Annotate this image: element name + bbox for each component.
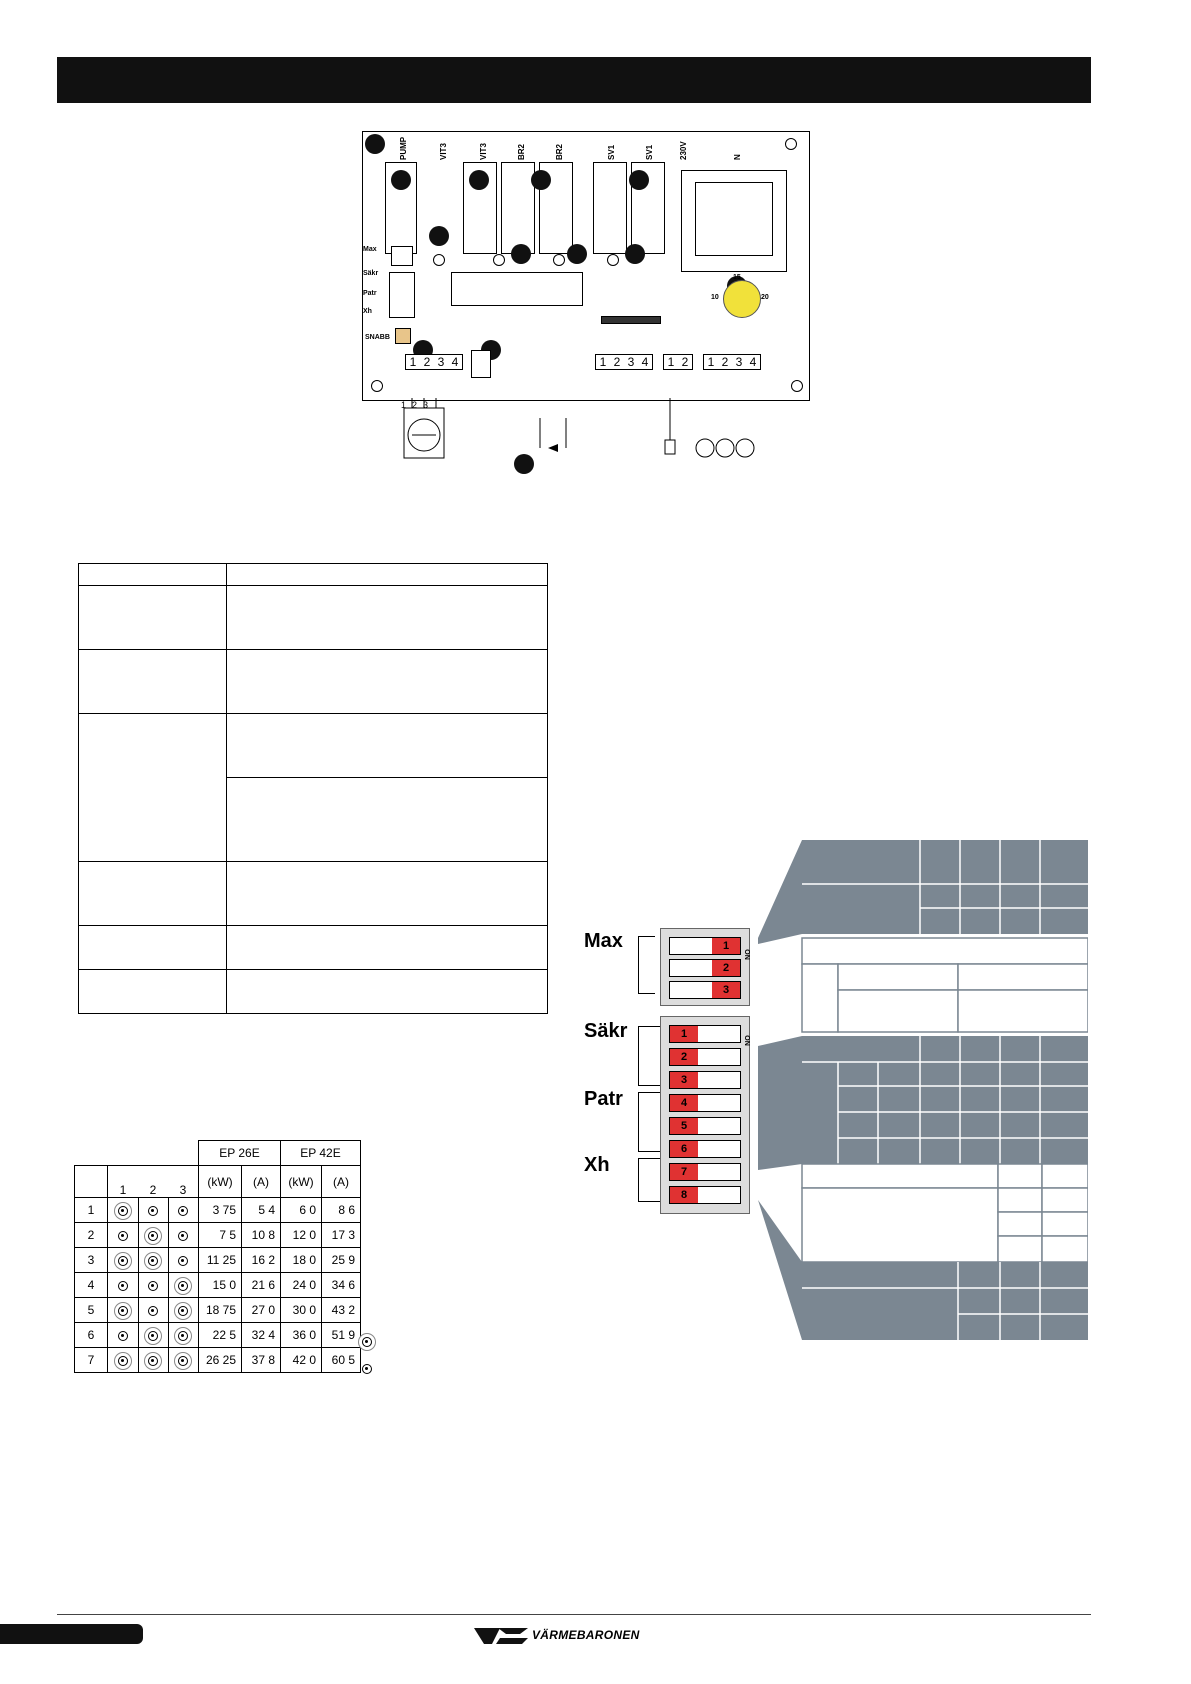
- dip-switch-lower-2: [669, 1048, 741, 1066]
- value-cell-a42: 43 2: [322, 1298, 361, 1323]
- dip-label-max: Max: [584, 930, 623, 952]
- table-row: [75, 1273, 361, 1298]
- dip-switch-lower-6: [669, 1140, 741, 1158]
- connector-strip: [601, 316, 661, 324]
- lamp-on-icon: [178, 1331, 188, 1341]
- lamp-cell: [108, 1323, 139, 1348]
- marker-1: [365, 134, 385, 154]
- dip-switch-lower-3: [669, 1071, 741, 1089]
- relay-br2-a: [501, 162, 535, 254]
- lamp-cell: [168, 1298, 199, 1323]
- value-cell-kw26: 26 25: [199, 1348, 242, 1373]
- dip-on-label-max: ON: [742, 949, 750, 960]
- table-row: [75, 1223, 361, 1248]
- table-row: [75, 1323, 361, 1348]
- lamp-cell: [168, 1348, 199, 1373]
- table-cell: [79, 650, 227, 714]
- unit-header: (A): [242, 1166, 281, 1198]
- table-cell: [79, 564, 227, 586]
- lamp-off-icon: [178, 1206, 188, 1216]
- unit-header: (kW): [199, 1166, 242, 1198]
- dip-switch-number: 1: [670, 1026, 698, 1042]
- lamp-cell: [108, 1248, 139, 1273]
- board-label-snabb: SNABB: [365, 334, 390, 341]
- dip-switch-number: 2: [670, 1049, 698, 1065]
- lamp-cell: [138, 1273, 168, 1298]
- table-cell: [227, 586, 548, 650]
- dip-switch-number: 7: [670, 1164, 698, 1180]
- terminal-pin: 2: [423, 355, 431, 369]
- board-wiring: [400, 398, 780, 478]
- dip-switch-number: 4: [670, 1095, 698, 1111]
- board-label-max: Max: [363, 246, 377, 253]
- relay-label-sv1-a: SV1: [607, 144, 616, 160]
- lamp-cell: [168, 1223, 199, 1248]
- lamp-cell: [138, 1198, 168, 1223]
- marker-3: [469, 170, 489, 190]
- value-cell-kw42: 30 0: [281, 1298, 322, 1323]
- terminal-right: [703, 354, 761, 370]
- dip-switch-number: 3: [670, 1072, 698, 1088]
- terminal-pin: 3: [437, 355, 445, 369]
- value-cell-a26: 37 8: [242, 1348, 281, 1373]
- dip-switch-number: 1: [712, 938, 740, 954]
- dip-switch-number: 2: [712, 960, 740, 976]
- lamp-off-icon: [148, 1206, 158, 1216]
- marker-9: [625, 244, 645, 264]
- relay-label-vit3-a: VIT3: [439, 143, 448, 160]
- hole: [607, 254, 619, 266]
- dip-switch-number: 8: [670, 1187, 698, 1203]
- lamp-off-icon: [118, 1331, 128, 1341]
- dip-setting-tables: [748, 840, 1088, 1340]
- value-cell-a42: 25 9: [322, 1248, 361, 1273]
- table-row: [75, 1198, 361, 1223]
- lamp-cell: [138, 1348, 168, 1373]
- lamp-off-icon: [118, 1231, 128, 1241]
- sensor-pin: 1: [401, 400, 407, 410]
- value-cell-a26: 27 0: [242, 1298, 281, 1323]
- table-cell: [227, 714, 548, 778]
- value-cell-kw42: 12 0: [281, 1223, 322, 1248]
- relay-label-vit3-b: VIT3: [479, 143, 488, 160]
- terminal-mid: [595, 354, 653, 370]
- transformer-core: [695, 182, 773, 256]
- dip-switch-max-2: [669, 959, 741, 977]
- step-cell: 4: [75, 1273, 108, 1298]
- table-cell: [227, 564, 548, 586]
- board-label-sakr: Säkr: [363, 270, 379, 277]
- hole: [493, 254, 505, 266]
- hole: [791, 380, 803, 392]
- snabb-button: [395, 328, 411, 344]
- sensor-pin-labels: [401, 400, 428, 410]
- value-cell-kw26: 11 25: [199, 1248, 242, 1273]
- table-row: [75, 1248, 361, 1273]
- lamp-legend-off: [362, 1360, 372, 1378]
- lamp-power-table: [74, 1140, 361, 1373]
- table-cell: [79, 714, 227, 862]
- terminal-pin: 4: [749, 355, 757, 369]
- lamp-header-2: 2: [138, 1166, 168, 1198]
- value-cell-a42: 51 9: [322, 1323, 361, 1348]
- step-cell: 3: [75, 1248, 108, 1273]
- value-cell-a26: 21 6: [242, 1273, 281, 1298]
- step-cell: 7: [75, 1348, 108, 1373]
- dip-switch-max-1: [669, 937, 741, 955]
- terminal-sensor: [405, 354, 463, 370]
- lamp-off-icon: [178, 1256, 188, 1266]
- dip-switch-lower-4: [669, 1094, 741, 1112]
- marker-7: [511, 244, 531, 264]
- lamp-off-icon: [148, 1306, 158, 1316]
- dip-switch-lower-7: [669, 1163, 741, 1181]
- value-cell-a42: 60 5: [322, 1348, 361, 1373]
- step-header: [75, 1166, 108, 1198]
- lamp-on-icon: [148, 1256, 158, 1266]
- lamp-off-icon: [148, 1281, 158, 1291]
- relay-label-230v: 230V: [679, 141, 688, 160]
- marker-5: [629, 170, 649, 190]
- dip-switch-lower-5: [669, 1117, 741, 1135]
- terminal-pin: 4: [451, 355, 459, 369]
- lamp-cell: [168, 1198, 199, 1223]
- hole: [433, 254, 445, 266]
- step-cell: 2: [75, 1223, 108, 1248]
- value-cell-kw42: 42 0: [281, 1348, 322, 1373]
- table-cell: [227, 862, 548, 926]
- brand-logo-icon: [470, 1622, 530, 1648]
- group-header-ep42e: EP 42E: [281, 1141, 361, 1166]
- value-cell-a26: 16 2: [242, 1248, 281, 1273]
- unit-header: (A): [322, 1166, 361, 1198]
- lamp-off-icon: [178, 1231, 188, 1241]
- dip-block-lower: [660, 1016, 750, 1214]
- circuit-board: [362, 131, 810, 401]
- value-cell-a26: 5 4: [242, 1198, 281, 1223]
- board-label-xh: Xh: [363, 308, 372, 315]
- lamp-on-icon: [362, 1337, 372, 1347]
- value-cell-a26: 32 4: [242, 1323, 281, 1348]
- lamp-header-1: 1: [108, 1166, 139, 1198]
- step-cell: 1: [75, 1198, 108, 1223]
- dip-label-patr: Patr: [584, 1088, 623, 1110]
- lamp-cell: [168, 1323, 199, 1348]
- main-table: [78, 563, 548, 1014]
- lamp-cell: [168, 1273, 199, 1298]
- table-cell: [227, 778, 548, 862]
- lamp-on-icon: [178, 1356, 188, 1366]
- lamp-on-icon: [118, 1206, 128, 1216]
- bracket-xh: [638, 1158, 661, 1202]
- value-cell-kw26: 15 0: [199, 1273, 242, 1298]
- terminal-pin: 4: [641, 355, 649, 369]
- value-cell-kw42: 24 0: [281, 1273, 322, 1298]
- lamp-off-icon: [362, 1364, 372, 1374]
- sensor-pin: 3: [423, 400, 429, 410]
- brand-logo-text: VÄRMEBARONEN: [532, 1628, 640, 1642]
- lamp-cell: [138, 1248, 168, 1273]
- knob-label-10: 10: [711, 294, 719, 301]
- board-dip-max: [391, 246, 413, 266]
- hole: [785, 138, 797, 150]
- table-cell: [227, 650, 548, 714]
- group-header-ep26e: EP 26E: [199, 1141, 281, 1166]
- lamp-cell: [168, 1248, 199, 1273]
- relay-label-pump: PUMP: [399, 136, 408, 160]
- dip-switch-lower-1: [669, 1025, 741, 1043]
- terminal-pin: 2: [721, 355, 729, 369]
- dip-block-max: [660, 928, 750, 1006]
- step-cell: 6: [75, 1323, 108, 1348]
- table-cell: [227, 970, 548, 1014]
- step-cell: 5: [75, 1298, 108, 1323]
- sensor-pin: 2: [412, 400, 418, 410]
- header-bar: [57, 57, 1091, 103]
- dip-switch-lower-8: [669, 1186, 741, 1204]
- value-cell-kw26: 22 5: [199, 1323, 242, 1348]
- marker-8: [567, 244, 587, 264]
- terminal-pin: 1: [667, 355, 675, 369]
- lamp-on-icon: [178, 1281, 188, 1291]
- board-dip-small: [471, 350, 491, 378]
- bracket-sakr: [638, 1026, 661, 1086]
- lamp-cell: [108, 1298, 139, 1323]
- value-cell-a42: 34 6: [322, 1273, 361, 1298]
- table-cell: [79, 586, 227, 650]
- marker-4: [531, 170, 551, 190]
- relay-label-br2-b: BR2: [555, 143, 564, 160]
- page-number-tab: [0, 1624, 143, 1644]
- unit-header: (kW): [281, 1166, 322, 1198]
- value-cell-a42: 17 3: [322, 1223, 361, 1248]
- dip-switch-number: 3: [712, 982, 740, 998]
- value-cell-kw26: 18 75: [199, 1298, 242, 1323]
- marker-6: [429, 226, 449, 246]
- value-cell-a42: 8 6: [322, 1198, 361, 1223]
- lamp-on-icon: [118, 1356, 128, 1366]
- lamp-legend-on: [362, 1333, 372, 1351]
- lamp-cell: [138, 1223, 168, 1248]
- terminal-pin: 2: [613, 355, 621, 369]
- hole: [371, 380, 383, 392]
- value-cell-kw26: 7 5: [199, 1223, 242, 1248]
- terminal-pin: 1: [409, 355, 417, 369]
- relay-sv1-a: [593, 162, 627, 254]
- knob-label-20: 20: [761, 294, 769, 301]
- hole: [553, 254, 565, 266]
- table-cell: [79, 970, 227, 1014]
- lamp-cell: [138, 1298, 168, 1323]
- table-cell: [227, 926, 548, 970]
- bracket-max: [638, 936, 655, 994]
- value-cell-a26: 10 8: [242, 1223, 281, 1248]
- lamp-header-3: 3: [168, 1166, 199, 1198]
- lamp-cell: [108, 1273, 139, 1298]
- table-cell: [79, 862, 227, 926]
- brand-logo: [470, 1622, 670, 1648]
- lamp-cell: [108, 1348, 139, 1373]
- terminal-pin: 2: [681, 355, 689, 369]
- knob-label-15: 15: [733, 274, 741, 281]
- lamp-on-icon: [178, 1306, 188, 1316]
- dip-switch-number: 6: [670, 1141, 698, 1157]
- table-row: [75, 1348, 361, 1373]
- value-cell-kw26: 3 75: [199, 1198, 242, 1223]
- board-label-patr: Patr: [363, 290, 377, 297]
- terminal-12: [663, 354, 693, 370]
- lamp-cell: [108, 1198, 139, 1223]
- dip-switch-number: 5: [670, 1118, 698, 1134]
- relay-label-br2-a: BR2: [517, 143, 526, 160]
- lamp-cell: [138, 1323, 168, 1348]
- terminal-pin: 3: [735, 355, 743, 369]
- lamp-on-icon: [118, 1256, 128, 1266]
- lamp-cell: [108, 1223, 139, 1248]
- table-cell: [79, 926, 227, 970]
- dip-label-sakr: Säkr: [584, 1020, 628, 1042]
- terminal-pin: 1: [599, 355, 607, 369]
- relay-label-n: N: [733, 154, 742, 160]
- table-row: [75, 1298, 361, 1323]
- value-cell-kw42: 6 0: [281, 1198, 322, 1223]
- board-dip-lower: [389, 272, 415, 318]
- marker-2: [391, 170, 411, 190]
- lamp-off-icon: [118, 1281, 128, 1291]
- terminal-pin: 1: [707, 355, 715, 369]
- ic-chip: [451, 272, 583, 306]
- lamp-on-icon: [148, 1356, 158, 1366]
- value-cell-kw42: 18 0: [281, 1248, 322, 1273]
- lamp-on-icon: [118, 1306, 128, 1316]
- terminal-pin: 3: [627, 355, 635, 369]
- dip-on-label-lower: ON: [742, 1035, 750, 1046]
- bracket-patr: [638, 1092, 661, 1152]
- lamp-on-icon: [148, 1331, 158, 1341]
- power-knob: [723, 280, 761, 318]
- footer-line: [57, 1614, 1091, 1615]
- dip-switch-max-3: [669, 981, 741, 999]
- relay-label-sv1-b: SV1: [645, 144, 654, 160]
- dip-label-xh: Xh: [584, 1154, 610, 1176]
- value-cell-kw42: 36 0: [281, 1323, 322, 1348]
- lamp-on-icon: [148, 1231, 158, 1241]
